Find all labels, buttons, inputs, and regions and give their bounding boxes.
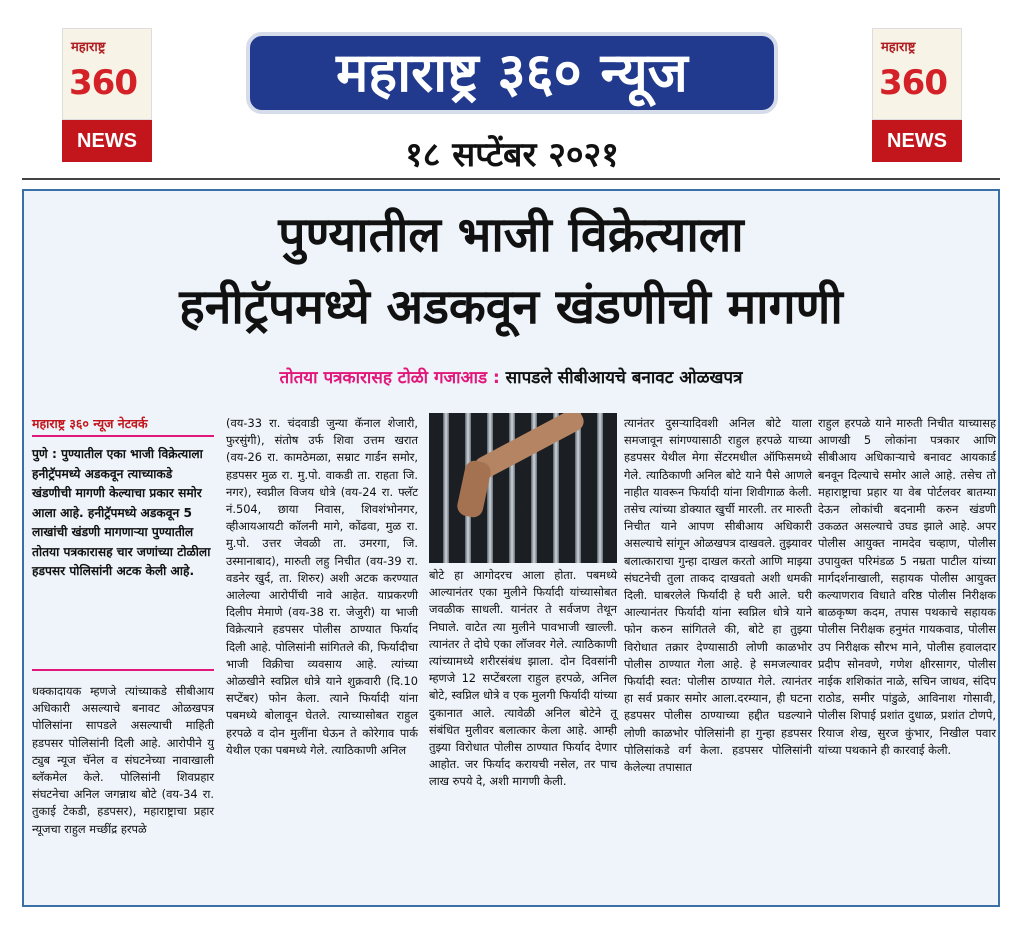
- column-2-body: (वय-33 रा. चंदवाडी जुन्या कॅनाल शेजारी, फुरसुंगी), संतोष उर्फ शिवा उत्तम खरात (वय-26 रा. कामठेमळा, सम्राट गार्डन समोर, हडपसर मुळ रा. मु.पो. वाकडी ता. राहता जि. नगर), स्वप्नील विजय धोत्रे (वय-24 रा. फ्लॅट नं.504, छाया निवास, शिवशंभोनगर, व्हीआयआयटी कॉलनी मागे, कोंढवा, मुळ रा. मु.पो. उत्तर जेवळी ता. उमरगा, जि. उस्मानाबाद), मारुती लहु निचीत (वय-39 रा. वडनेर खुर्द, ता. शिरुर) अशी अटक करण्यात आलेल्या आरोपींची नावे आहेत. याप्रकरणी दिलीप मेमाणे (वय-38 रा. जेजुरी) या भाजी विक्रेत्याने हडपसर पोलीस ठाण्यात फिर्याद दिली आहे. पोलिसांनी सांगितले की, फिर्यादीचा भाजी विक्रीचा व्यवसाय आहे. त्यांच्या ओळखीने स्वप्निल धोत्रे याने शुक्रवारी (दि.10 सप्टेंबर) फोन केला. त्याने फिर्यादी यांना पबमध्ये बोलावून घेतले. त्याच्यासोबत राहुल हरपळे व दोन मुलींना घेऊन ते कोरेगाव पार्क येथील एका पबमध्ये गेले. त्याठिकाणी अनिल: [226, 416, 418, 757]
- column-4-body: त्यानंतर दुसऱ्यादिवशी अनिल बोटे याला समजावून सांगण्यासाठी राहुल हरपळे याच्या हडपसर येथील मेगा सेंटरमधील ऑफिसमध्ये गेले. त्याठिकाणी अनिल बोटे याने पैसे आणले नाहीत यावरून फिर्यादी यांना शिवीगाळ केली. तसेच त्यांच्या डोक्यात खुर्ची मारली. तर मारुती निचीत याने आपण सीबीआय अधिकारी असल्याचे सांगून ओळखपत्र दाखवले. तुझ्यावर बलात्काराचा गुन्हा दाखल करतो आणि माझ्या संघटनेची तुला ताकद दाखवतो अशी धमकी दिली. घाबरलेले फिर्यादी हे घरी आले. घरी आल्यानंतर फिर्यादी यांना स्वप्निल धोत्रे याने फोन करुन सांगितले की, बोटे हा तुझ्या विरोधात तक्रार देण्यासाठी लोणी काळभोर पोलीस ठाण्यात गेला आहे. हे समजल्यावर फिर्यादी स्वत: पोलीस ठाण्यात गेले. त्यानंतर हा सर्व प्रकार समोर आला.दरम्यान, ही घटना हडपसर पोलीस ठाण्याच्या हद्दीत घडल्याने लोणी काळभोर पोलिसांनी हा गुन्हा हडपसर पोलिसांकडे वर्ग केला. हडपसर पोलिसांनी केलेल्या तपासात: [624, 416, 812, 775]
- logo-left-top: [62, 28, 152, 120]
- column-1-body: धक्कादायक म्हणजे त्यांच्याकडे सीबीआय अधिकारी असल्याचे बनावट ओळखपत्र पोलिसांना सापडले असल्याची माहिती हडपसर पोलिसांनी दिली आहे. आरोपीने यु ट्युब न्यूज चॅनेल व संघटनेच्या नावाखाली ब्लॅकमेल केले. पोलिसांनी शिवप्रहार संघटनेचा अनिल जगन्नाथ बोटे (वय-34 रा. तुकाई टेकडी, हडपसर), महाराष्ट्राचा प्रहार न्यूजचा राहुल मच्छींद्र हरपळे: [32, 684, 214, 836]
- masthead-title: महाराष्ट्र ३६० न्यूज: [246, 32, 778, 114]
- logo-right-news: NEWS: [872, 120, 962, 162]
- logo-left: [62, 28, 152, 162]
- column-5-body: राहुल हरपळे याने मारुती निचीत याच्यासह आणखी 5 लोकांना पत्रकार आणि सीबीआय अधिकाऱ्याचे बनावट आयकार्ड बनवून दिल्याचे समोर आले आहे. तसेच तो महाराष्ट्राचा प्रहार या वेब पोर्टलवर बातम्या देऊन लोकांची बदनामी करुन खंडणी उकळत असल्याचे उघड झाले आहे. अपर पोलीस आयुक्त नामदेव चव्हाण, पोलीस उपायुक्त परिमंडळ 5 नम्रता पाटील यांच्या मार्गदर्शनाखाली, सहायक पोलीस आयुक्त कल्याणराव विधाते वरिष्ठ पोलीस निरीक्षक बाळकृष्ण कदम, तपास पथकाचे सहायक पोलीस निरीक्षक हनुमंत गायकवाड, पोलीस उप निरीक्षक सौरभ माने, पोलीस हवालदार प्रदीप सोनवणे, गणेश क्षीरसागर, पोलीस नाईक शशिकांत नाळे, सचिन जाधव, संदिप राठोड, समीर पांडुळे, आविनाश गोसावी, पोलीस शिपाई प्रशांत दुधाळ, प्रशांत टोणपे, रियाज शेख, सुरज कुंभार, निखील पवार यांच्या पथकाने ही कारवाई केली.: [818, 416, 996, 757]
- photo-bar: [575, 413, 581, 563]
- column-3-body: बोटे हा आगोदरच आला होता. पबमध्ये आल्यानंतर एका मुलीने फिर्यादी यांच्यासोबत जवळीक साधली. यानंतर ते सर्वजण तेथून निघाले. वाटेत त्या मुलीने पावभाजी खाल्ली. त्यानंतर ते दोघे एका लॉजवर गेले. त्याठिकाणी त्यांच्यामध्ये शरीरसंबंध झाला. दोन दिवसांनी म्हणजे 12 सप्टेंबरला राहुल हरपळे, अनिल बोटे, स्वप्निल धोत्रे व एक मुलगी फिर्यादी यांच्या दुकानात आले. त्यावेळी अनिल बोटेने तू संबंधित मुलीवर बलात्कार केला आहे. आम्ही तुझ्या विरोधात पोलीस ठाण्यात फिर्याद देणार आहोत. जर फिर्याद करायची नसेल, तर पाच लाख रुपये दे, अशी मागणी केली.: [429, 568, 617, 789]
- subheadline-dark: सापडले सीबीआयचे बनावट ओळखपत्र: [499, 368, 743, 388]
- subheadline-pink: तोतया पत्रकारासह टोळी गजाआड :: [279, 368, 500, 388]
- photo-bar: [597, 413, 603, 563]
- logo-left-marathi: महाराष्ट्र: [71, 40, 106, 55]
- photo-bar: [509, 413, 515, 563]
- subheadline: [24, 365, 998, 388]
- byline-rule: [32, 435, 214, 437]
- logo-right-number: 360: [879, 63, 947, 103]
- photo-bar: [443, 413, 449, 563]
- jail-bars-photo: [429, 413, 617, 563]
- logo-left-number: 360: [69, 63, 137, 103]
- logo-right-top: [872, 28, 962, 120]
- masthead-date: १८ सप्टेंबर २०२१: [405, 135, 619, 175]
- lead-paragraph: पुणे : पुण्यातील एका भाजी विक्रेत्याला हनीट्रॅपमध्ये अडकवून त्याच्याकडे खंडणीची मागणी केल्याचा प्रकार समोर आला आहे. हनीट्रॅपमध्ये अडकवून 5 लाखांची खंडणी मागणाऱ्या पुण्यातील तोतया पत्रकारासह चार जणांच्या टोळीला हडपसर पोलिसांनी अटक केली आहे.: [32, 447, 211, 578]
- lead-rule: [32, 669, 214, 671]
- article: [22, 189, 1000, 907]
- header-divider: [22, 178, 1000, 180]
- photo-bar: [487, 413, 493, 563]
- headline-line-2: हनीट्रॅपमध्ये अडकवून खंडणीची मागणी: [179, 279, 843, 335]
- logo-right: [872, 28, 962, 162]
- byline: महाराष्ट्र ३६० न्यूज नेटवर्क: [32, 416, 148, 431]
- logo-right-marathi: महाराष्ट्र: [881, 40, 916, 55]
- logo-left-news: NEWS: [62, 120, 152, 162]
- headline-line-1: पुण्यातील भाजी विक्रेत्याला: [278, 207, 744, 263]
